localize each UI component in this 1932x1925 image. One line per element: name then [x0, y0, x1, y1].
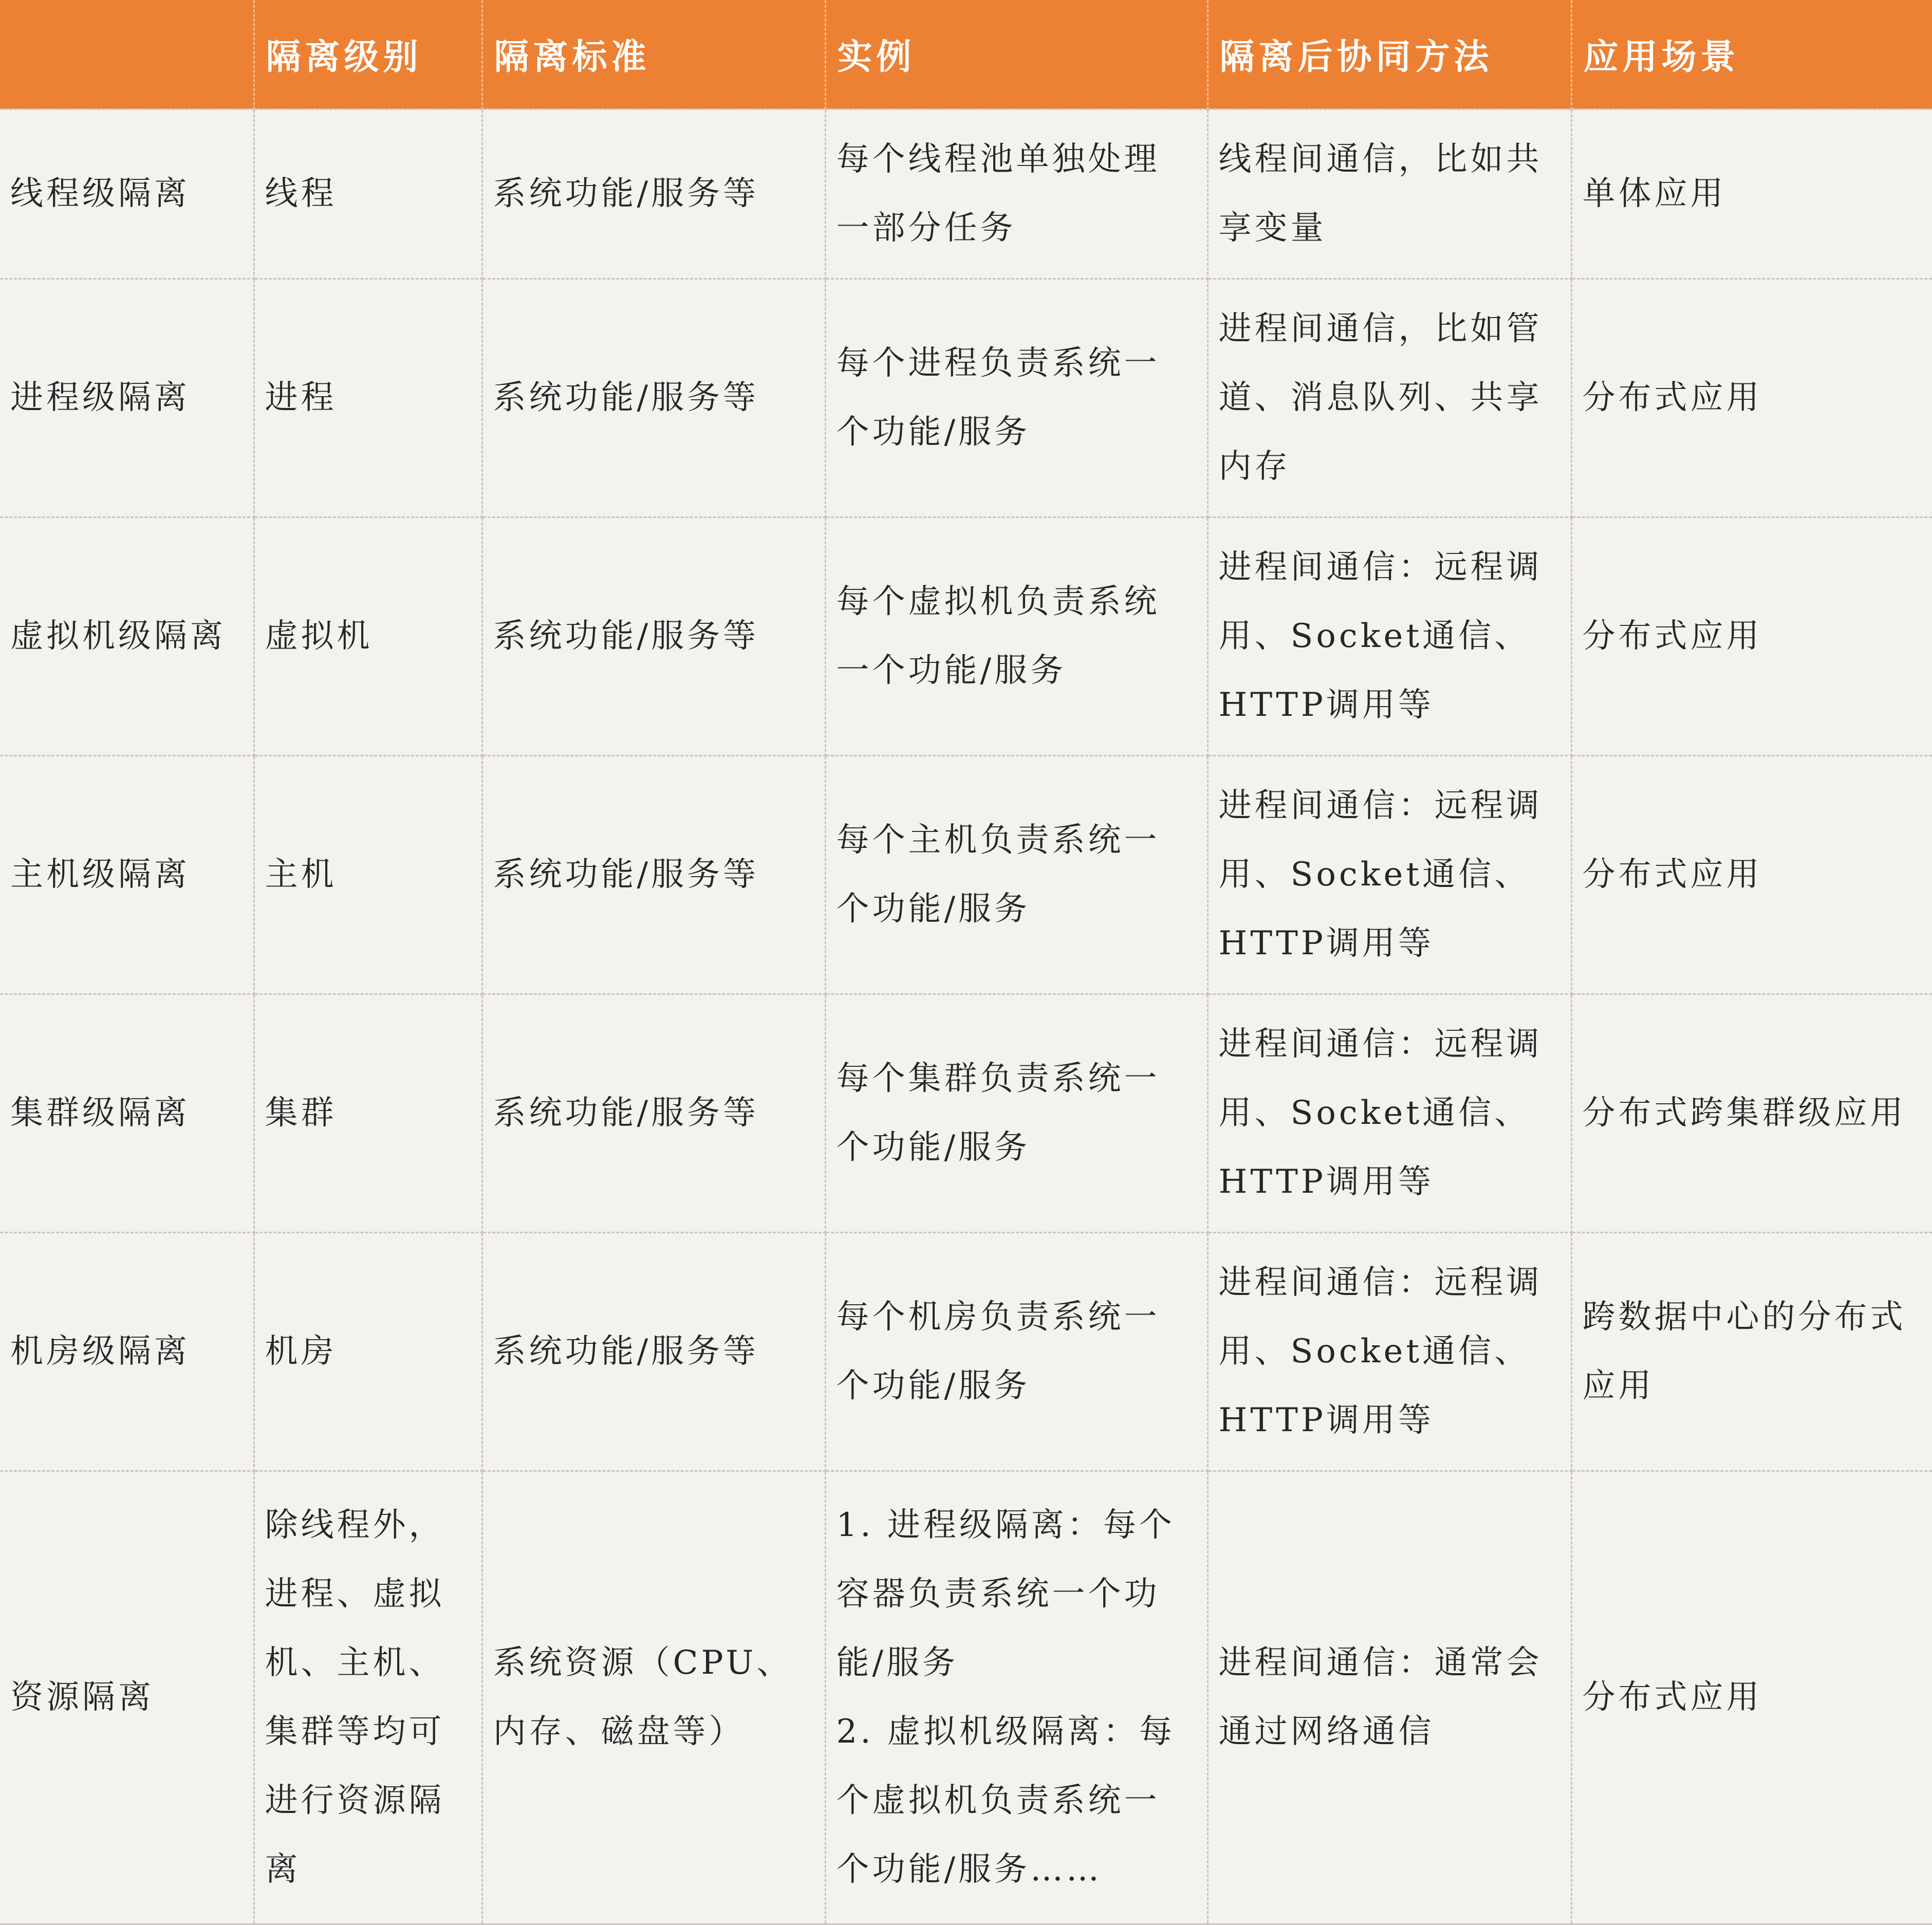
cell-standard: 系统功能/服务等 — [482, 1232, 825, 1471]
cell-line: 每个机房负责系统一 — [836, 1298, 1160, 1336]
header-cell-scenario: 应用场景 — [1583, 36, 1740, 78]
cell-line: 分布式应用 — [1582, 617, 1762, 655]
cell-line: 进程间通信：远程调 — [1218, 1025, 1543, 1063]
cell-method — [1208, 517, 1571, 755]
cell-scenario — [1571, 994, 1932, 1232]
cell-line: 进程间通信：远程调 — [1218, 787, 1543, 825]
header-cell-isolation-level: 隔离级别 — [254, 0, 482, 109]
cell-line: 1. 进程级隔离：每个 — [836, 1506, 1175, 1544]
cell-line: 每个虚拟机负责系统 — [836, 583, 1160, 621]
header-cell-empty — [0, 0, 254, 109]
cell-line: 进程间通信，比如管 — [1218, 310, 1543, 348]
cell-scenario — [1571, 279, 1932, 517]
cell-level: 虚拟机 — [254, 517, 482, 755]
cell-line: 容器负责系统一个功 — [836, 1575, 1160, 1613]
cell-line: 个功能/服务 — [836, 1367, 1031, 1405]
cell-example — [825, 755, 1208, 994]
cell-scenario — [1571, 517, 1932, 755]
cell-row-name: 线程级隔离 — [0, 109, 254, 279]
cell-row-name: 资源隔离 — [0, 1471, 254, 1924]
cell-line: 分布式跨集群级应用 — [1582, 1094, 1906, 1132]
cell-line: 进程间通信：远程调 — [1218, 1264, 1543, 1302]
table-row — [0, 1232, 1932, 1471]
table-row — [0, 755, 1932, 994]
cell-standard — [482, 1471, 825, 1924]
cell-standard: 系统功能/服务等 — [482, 279, 825, 517]
cell-level: 机房 — [254, 1232, 482, 1471]
cell-line: 每个线程池单独处理 — [836, 140, 1160, 178]
header-cell-example: 实例 — [825, 0, 1208, 109]
cell-example — [825, 109, 1208, 279]
cell-example — [825, 994, 1208, 1232]
cell-row-name: 机房级隔离 — [0, 1232, 254, 1471]
cell-level: 集群 — [254, 994, 482, 1232]
cell-example — [825, 1232, 1208, 1471]
cell-standard: 系统功能/服务等 — [482, 755, 825, 994]
cell-line: HTTP调用等 — [1218, 1163, 1434, 1201]
cell-line: 用、Socket通信、 — [1218, 1094, 1531, 1132]
cell-line: 单体应用 — [1582, 175, 1726, 213]
cell-line: 除线程外， — [265, 1506, 445, 1544]
cell-method — [1208, 994, 1571, 1232]
cell-row-name: 虚拟机级隔离 — [0, 517, 254, 755]
cell-line: 一个功能/服务 — [836, 652, 1067, 690]
cell-row-name: 进程级隔离 — [0, 279, 254, 517]
cell-method — [1208, 279, 1571, 517]
cell-line: 内存、磁盘等） — [493, 1713, 745, 1751]
cell-method — [1208, 1232, 1571, 1471]
cell-line: 分布式应用 — [1582, 1678, 1762, 1716]
cell-line: 进行资源隔 — [265, 1782, 445, 1820]
cell-line: 集群等均可 — [265, 1713, 445, 1751]
table-body — [0, 109, 1932, 1924]
cell-line: 进程间通信：远程调 — [1218, 548, 1543, 586]
cell-line: 每个集群负责系统一 — [836, 1060, 1160, 1098]
table-row — [0, 109, 1932, 279]
cell-line: 道、消息队列、共享 — [1218, 379, 1543, 417]
cell-line: 进程间通信：通常会 — [1218, 1644, 1543, 1682]
cell-line: 进程、虚拟 — [265, 1575, 445, 1613]
table-row — [0, 1471, 1932, 1924]
header-cell-coordination-method: 隔离后协同方法 — [1208, 0, 1571, 109]
cell-line: 一部分任务 — [836, 209, 1016, 247]
cell-method — [1208, 109, 1571, 279]
cell-line: 通过网络通信 — [1218, 1713, 1435, 1751]
table-header-row — [0, 0, 1932, 109]
table-row — [0, 279, 1932, 517]
cell-level: 主机 — [254, 755, 482, 994]
cell-level — [254, 1471, 482, 1924]
cell-line: HTTP调用等 — [1218, 1401, 1434, 1439]
cell-row-name: 集群级隔离 — [0, 994, 254, 1232]
cell-line: 系统资源（CPU、 — [493, 1644, 793, 1682]
cell-scenario — [1571, 1232, 1932, 1471]
cell-method — [1208, 1471, 1571, 1924]
cell-line: 个功能/服务 — [836, 1128, 1031, 1167]
cell-example — [825, 517, 1208, 755]
cell-line: 能/服务 — [836, 1644, 959, 1682]
cell-line: 用、Socket通信、 — [1218, 856, 1531, 894]
cell-example — [825, 1471, 1208, 1924]
cell-row-name: 主机级隔离 — [0, 755, 254, 994]
cell-line: 个功能/服务…… — [836, 1850, 1103, 1889]
cell-line: 个功能/服务 — [836, 413, 1031, 451]
cell-line: 机、主机、 — [265, 1644, 445, 1682]
cell-scenario — [1571, 109, 1932, 279]
header-cell-isolation-standard: 隔离标准 — [482, 0, 825, 109]
cell-line: 内存 — [1218, 448, 1291, 486]
table-row — [0, 517, 1932, 755]
cell-standard: 系统功能/服务等 — [482, 517, 825, 755]
cell-line: 个功能/服务 — [836, 890, 1031, 928]
cell-line: 线程间通信，比如共 — [1218, 140, 1543, 178]
cell-standard: 系统功能/服务等 — [482, 109, 825, 279]
cell-line: 分布式应用 — [1582, 856, 1762, 894]
cell-method — [1208, 755, 1571, 994]
table-row — [0, 994, 1932, 1232]
cell-level: 进程 — [254, 279, 482, 517]
cell-line: 2. 虚拟机级隔离：每 — [836, 1713, 1175, 1751]
cell-scenario — [1571, 755, 1932, 994]
cell-example — [825, 279, 1208, 517]
cell-line: 用、Socket通信、 — [1218, 1332, 1531, 1371]
cell-line: 应用 — [1582, 1367, 1655, 1405]
cell-line: 分布式应用 — [1582, 379, 1762, 417]
cell-line: 用、Socket通信、 — [1218, 617, 1531, 655]
cell-line: 每个进程负责系统一 — [836, 344, 1160, 382]
cell-line: HTTP调用等 — [1218, 924, 1434, 962]
cell-line: 享变量 — [1218, 209, 1327, 247]
cell-scenario — [1571, 1471, 1932, 1924]
cell-line: 个虚拟机负责系统一 — [836, 1782, 1160, 1820]
cell-line: HTTP调用等 — [1218, 686, 1434, 724]
cell-standard: 系统功能/服务等 — [482, 994, 825, 1232]
cell-level: 线程 — [254, 109, 482, 279]
cell-line: 跨数据中心的分布式 — [1582, 1298, 1906, 1336]
cell-line: 离 — [265, 1850, 301, 1889]
cell-line: 每个主机负责系统一 — [836, 821, 1160, 859]
